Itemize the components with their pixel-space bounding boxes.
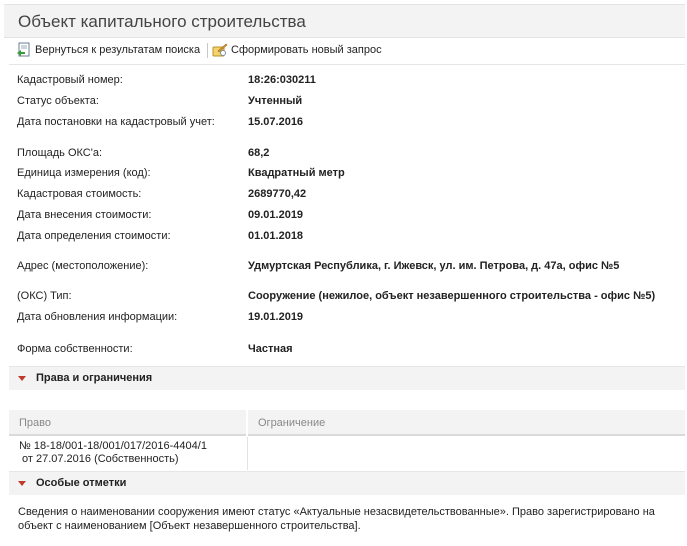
field-value: 2689770,42 xyxy=(248,188,307,200)
rights-section-title: Права и ограничения xyxy=(36,372,153,384)
field-value: Частная xyxy=(248,343,293,355)
field-label: Кадастровый номер: xyxy=(17,74,123,86)
field-value: Квадратный метр xyxy=(248,167,345,179)
notes-section-title: Особые отметки xyxy=(36,477,127,489)
right-number: № 18-18/001-18/001/017/2016-4404/1 xyxy=(19,440,207,452)
table-row xyxy=(19,440,207,466)
field-label: (ОКС) Тип: xyxy=(17,290,72,302)
rights-section-header[interactable] xyxy=(9,366,685,390)
field-label: Единица измерения (код): xyxy=(17,167,151,179)
page-header xyxy=(4,4,685,38)
field-label: Статус объекта: xyxy=(17,95,99,107)
field-value: 09.01.2019 xyxy=(248,209,304,221)
field-label: Кадастровая стоимость: xyxy=(17,188,142,200)
toolbar xyxy=(4,38,685,62)
field-label: Форма собственности: xyxy=(17,343,133,355)
column-header-right: Право xyxy=(9,410,246,436)
field-label: Дата внесения стоимости: xyxy=(17,209,152,221)
new-request-label: Сформировать новый запрос xyxy=(231,44,382,56)
back-document-icon xyxy=(16,42,32,58)
new-request-icon xyxy=(212,42,228,58)
field-value: 15.07.2016 xyxy=(248,116,304,128)
field-value: 68,2 xyxy=(248,147,270,159)
field-value: Учтенный xyxy=(248,95,303,107)
right-date-type: от 27.07.2016 (Собственность) xyxy=(22,453,179,465)
field-label: Дата обновления информации: xyxy=(17,311,178,323)
rights-table-header xyxy=(9,410,685,436)
field-label: Дата определения стоимости: xyxy=(17,230,171,242)
page-title: Объект капитального строительства xyxy=(18,12,306,31)
field-label: Площадь ОКС'а: xyxy=(17,147,102,159)
notes-section-header[interactable] xyxy=(9,471,685,495)
collapse-triangle-icon xyxy=(18,481,26,486)
field-value: Сооружение (нежилое, объект незавершенного строительства - офис №5) xyxy=(248,290,656,302)
field-value: 18:26:030211 xyxy=(248,74,316,86)
field-value: 19.01.2019 xyxy=(248,311,304,323)
field-label: Дата постановки на кадастровый учет: xyxy=(17,116,215,128)
toolbar-divider xyxy=(207,43,208,58)
collapse-triangle-icon xyxy=(18,376,26,381)
back-to-results-button[interactable] xyxy=(16,42,200,58)
column-divider xyxy=(247,437,248,470)
object-details-panel xyxy=(9,64,685,367)
special-notes-text: Сведения о наименовании сооружения имеют статус «Актуальные незасвидетельствованные». Право зарегистрировано на объект с наименованием [Объект незавершенного строительства]. xyxy=(18,506,655,532)
new-request-button[interactable] xyxy=(212,42,382,58)
field-value: 01.01.2018 xyxy=(248,230,304,242)
column-header-restriction: Ограничение xyxy=(248,410,685,436)
field-label: Адрес (местоположение): xyxy=(17,260,149,272)
field-value: Удмуртская Республика, г. Ижевск, ул. им. Петрова, д. 47а, офис №5 xyxy=(248,260,620,272)
back-to-results-label: Вернуться к результатам поиска xyxy=(35,44,201,56)
